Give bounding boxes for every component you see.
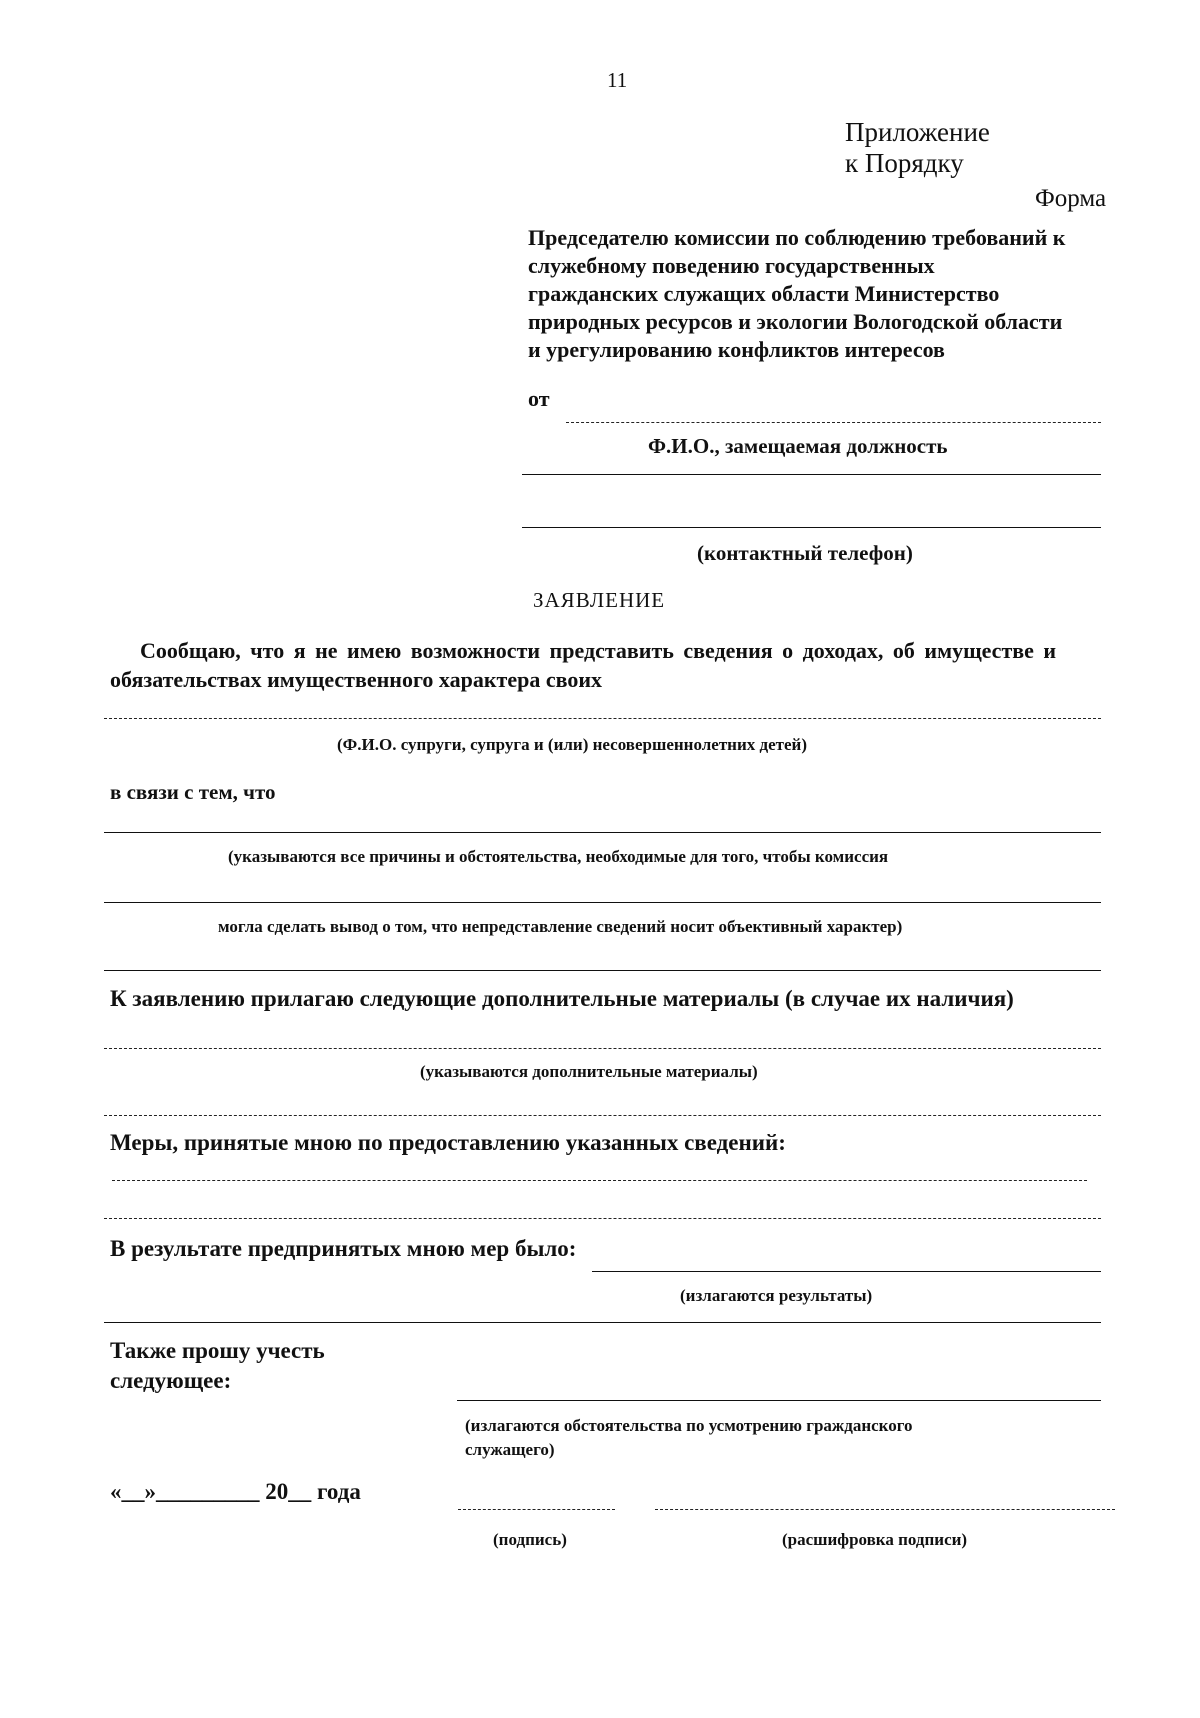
addressee-line: служебному поведению государственных	[528, 253, 935, 278]
statement-text: Сообщаю, что я не имею возможности представить сведения о доходах, об имуществе и	[140, 638, 1057, 663]
reason-prefix: в связи с тем, что	[110, 780, 276, 804]
reason-line-2	[104, 902, 1101, 903]
reason-line-1	[104, 832, 1101, 833]
materials-line-2	[104, 1115, 1101, 1116]
appendix-title: Приложение	[845, 117, 990, 147]
from-line	[566, 422, 1101, 423]
also-hint: служащего)	[465, 1440, 555, 1459]
reason-hint: (указываются все причины и обстоятельства, необходимые для того, чтобы комиссия	[228, 847, 889, 866]
addressee-line: природных ресурсов и экологии Вологодской области	[528, 309, 1063, 334]
measures-line-1	[112, 1180, 1087, 1181]
reason-hint: могла сделать вывод о том, что непредставление сведений носит объективный характер)	[218, 917, 903, 936]
addressee-line: гражданских служащих области Министерство	[528, 281, 1000, 306]
form-label: Форма	[1035, 185, 1107, 212]
phone-line	[522, 527, 1101, 528]
also-text: Также прошу учесть	[110, 1338, 325, 1363]
result-line	[592, 1271, 1101, 1272]
spouse-line	[104, 718, 1101, 719]
also-line	[457, 1400, 1101, 1401]
phone-label: (контактный телефон)	[697, 541, 913, 565]
appendix-subtitle: к Порядку	[845, 148, 964, 178]
result-hint: (излагаются результаты)	[680, 1286, 873, 1305]
materials-text: К заявлению прилагаю следующие дополнительные материалы (в случае их наличия)	[110, 986, 1014, 1011]
page-number: 11	[607, 68, 628, 92]
statement-text: обязательствах имущественного характера своих	[110, 667, 603, 692]
signature-decode-line	[655, 1509, 1115, 1510]
from-label: от	[528, 386, 550, 411]
spouse-hint: (Ф.И.О. супруги, супруга и (или) несовершеннолетних детей)	[337, 735, 808, 754]
result-text: В результате предпринятых мною мер было:	[110, 1236, 577, 1261]
fio-label: Ф.И.О., замещаемая должность	[648, 434, 948, 458]
also-hint: (излагаются обстоятельства по усмотрению гражданского	[465, 1416, 913, 1435]
signature-decode-hint: (расшифровка подписи)	[782, 1530, 968, 1549]
materials-line	[104, 1048, 1101, 1049]
position-line	[522, 474, 1101, 475]
materials-hint: (указываются дополнительные материалы)	[420, 1062, 758, 1081]
also-text: следующее:	[110, 1368, 232, 1393]
measures-line-2	[104, 1218, 1101, 1219]
document-title: ЗАЯВЛЕНИЕ	[533, 588, 666, 612]
addressee-line: и урегулированию конфликтов интересов	[528, 337, 945, 362]
addressee-line: Председателю комиссии по соблюдению требований к	[528, 225, 1066, 250]
reason-line-3	[104, 970, 1101, 971]
measures-text: Меры, принятые мною по предоставлению указанных сведений:	[110, 1130, 786, 1155]
signature-line	[458, 1509, 615, 1510]
signature-hint: (подпись)	[493, 1530, 567, 1549]
result-line-2	[104, 1322, 1101, 1323]
date-field: «__»_________ 20__ года	[110, 1479, 361, 1504]
